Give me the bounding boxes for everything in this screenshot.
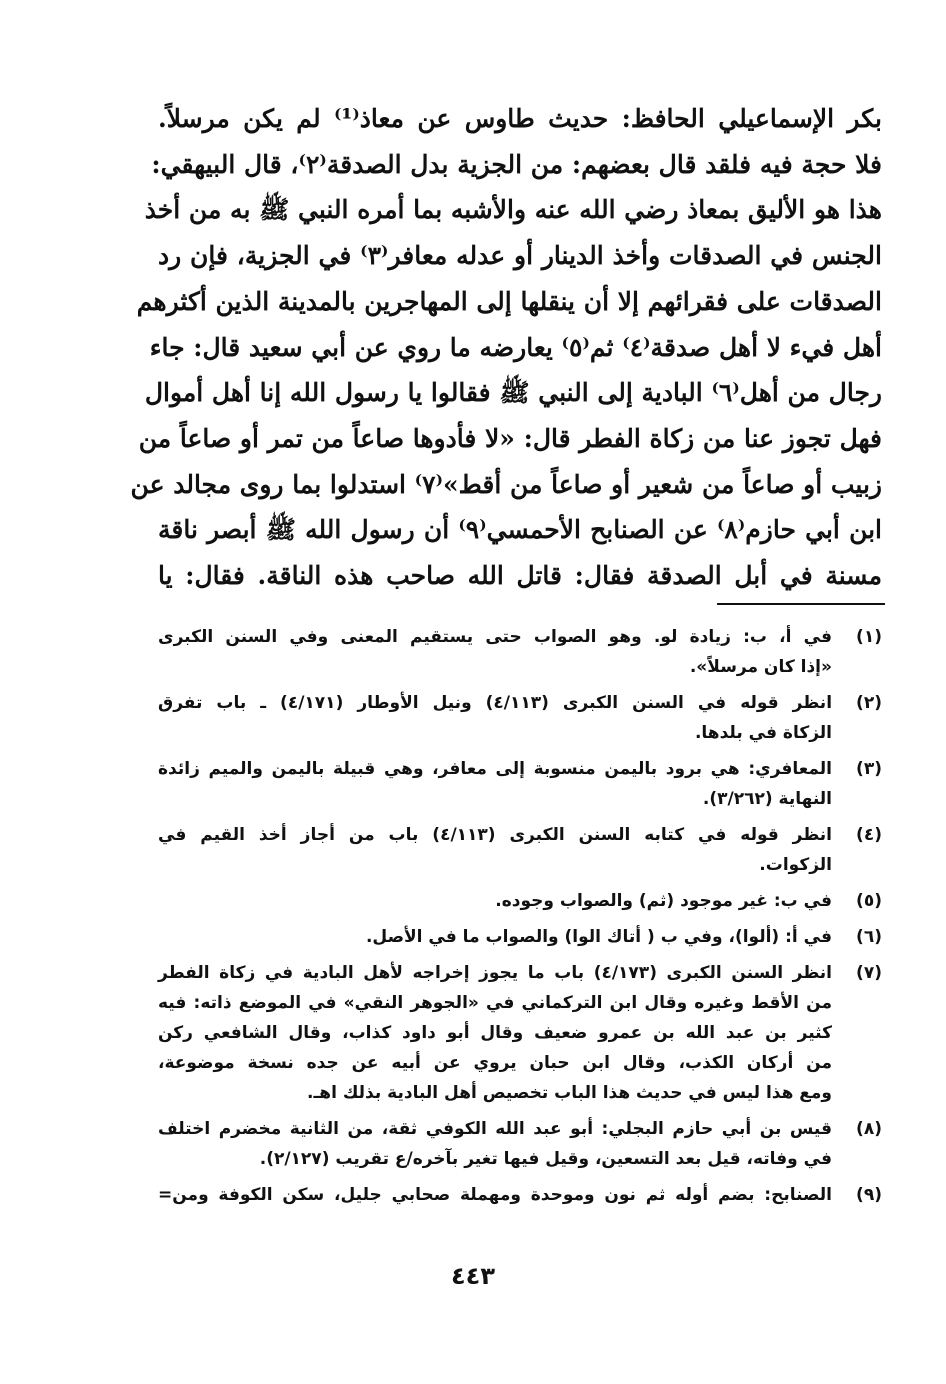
- footnote-number: (٦): [856, 927, 882, 947]
- footnote-1: [158, 622, 882, 682]
- main-text-line: أهل فيء لا أهل صدقة⁽٤⁾ ثم⁽٥⁾ يعارضه ما روي عن أبي سعيد قال: جاء: [149, 332, 882, 362]
- footnote-line: الصنابح: بضم أوله ثم نون وموحدة ومهملة صحابي جليل، سكن الكوفة ومن=: [158, 1185, 832, 1205]
- footnote-line: قيس بن أبي حازم البجلي: أبو عبد الله الكوفي ثقة، من الثانية مخضرم اختلف: [158, 1119, 832, 1139]
- footnote-line: الزكوات.: [759, 855, 832, 875]
- footnote-number: (٩): [856, 1185, 882, 1205]
- footnote-number: (١): [856, 627, 882, 647]
- footnote-line: في أ: (ألوا)، وفي ب ( أتاك الوا) والصواب ما في الأصل.: [365, 927, 832, 947]
- footnote-4: [158, 820, 882, 880]
- main-text-line: بكر الإسماعيلي الحافظ: حديث طاوس عن معاذ⁽¹⁾ لم يكن مرسلاً.: [158, 104, 882, 133]
- footnote-9: [158, 1180, 882, 1210]
- footnote-line: ومع هذا ليس في حديث هذا الباب تخصيص أهل البادية بذلك اهـ.: [307, 1083, 832, 1103]
- footnote-number: (٧): [856, 963, 882, 983]
- page-number: ٤٤٣: [451, 1262, 495, 1290]
- footnote-8: [158, 1114, 882, 1174]
- footnote-line: الزكاة في بلدها.: [694, 723, 832, 743]
- main-text-line: هذا هو الأليق بمعاذ رضي الله عنه والأشبه بما أمره النبي ﷺ به من أخذ: [144, 195, 882, 225]
- main-text-line: زبيب أو صاعاً من شعير أو صاعاً من أقط»⁽٧⁾ استدلوا بما روى مجالد عن: [130, 469, 882, 499]
- footnote-line: كثير بن عبد الله بن عمرو ضعيف وقال أبو داود كذاب، وقال الشافعي ركن: [158, 1023, 832, 1043]
- footnote-line: النهاية (٣/٢٦٢).: [702, 789, 832, 809]
- main-text-line: مسنة في أبل الصدقة فقال: قاتل الله صاحب هذه الناقة. فقال: يا: [158, 561, 882, 591]
- footnote-number: (٤): [856, 825, 882, 845]
- footnote-5: [158, 886, 882, 916]
- footnote-line: في ب: غير موجود (ثم) والصواب وجوده.: [495, 891, 832, 911]
- main-text-line: فهل تجوز عنا من زكاة الفطر قال: «لا فأدوها صاعاً من تمر أو صاعاً من: [138, 423, 882, 453]
- footnote-number: (٨): [856, 1119, 882, 1139]
- footnote-line: «إذا كان مرسلاً».: [689, 657, 832, 677]
- main-text-line: رجال من أهل⁽٦⁾ البادية إلى النبي ﷺ فقالوا يا رسول الله إنا أهل أموال: [144, 378, 882, 408]
- footnote-number: (٣): [856, 759, 882, 779]
- footnote-line: انظر السنن الكبرى (٤/١٧٣) باب ما يجوز إخراجه لأهل البادية في زكاة الفطر: [158, 963, 832, 983]
- footnote-separator: [717, 603, 885, 605]
- footnote-number: (٢): [856, 693, 882, 713]
- footnote-6: [158, 922, 882, 952]
- footnote-line: انظر قوله في كتابه السنن الكبرى (٤/١١٣) باب من أجاز أخذ القيم في: [158, 825, 832, 845]
- main-text-line: فلا حجة فيه فلقد قال بعضهم: من الجزية بدل الصدقة⁽٢⁾، قال البيهقي:: [151, 149, 882, 179]
- footnote-2: [158, 688, 882, 748]
- footnotes: [158, 622, 882, 1216]
- main-text-line: الجنس في الصدقات وأخذ الدينار أو عدله معافر⁽٣⁾ في الجزية، فإن رد: [158, 241, 882, 271]
- footnote-line: في وفاته، قيل بعد التسعين، وقيل فيها تغير بآخره/ع تقريب (٢/١٢٧).: [259, 1149, 832, 1169]
- footnote-line: في أ، ب: زيادة لو. وهو الصواب حتى يستقيم المعنى وفي السنن الكبرى: [158, 627, 832, 647]
- footnote-line: من الأقط وغيره وقال ابن التركماني في «الجوهر النقي» في الموضع ذاته: فيه: [158, 993, 832, 1013]
- footnote-line: من أركان الكذب، وقال ابن حبان يروي عن أبيه عن جده نسخة موضوعة،: [158, 1053, 832, 1073]
- main-text-line: الصدقات على فقرائهم إلا أن ينقلها إلى المهاجرين بالمدينة الذين أكثرهم: [136, 286, 882, 316]
- footnote-7: [158, 958, 882, 1108]
- main-text-line: ابن أبي حازم⁽٨⁾ عن الصنابح الأحمسي⁽٩⁾ أن رسول الله ﷺ أبصر ناقة: [158, 515, 882, 545]
- footnote-number: (٥): [856, 891, 882, 911]
- footnote-line: انظر قوله في السنن الكبرى (٤/١١٣) ونيل الأوطار (٤/١٧١) ـ باب تفرق: [158, 693, 833, 713]
- main-text-block: [130, 96, 882, 599]
- footnote-3: [158, 754, 882, 814]
- footnote-line: المعافري: هي برود باليمن منسوبة إلى معافر، وهي قبيلة باليمن والميم زائدة: [158, 759, 832, 779]
